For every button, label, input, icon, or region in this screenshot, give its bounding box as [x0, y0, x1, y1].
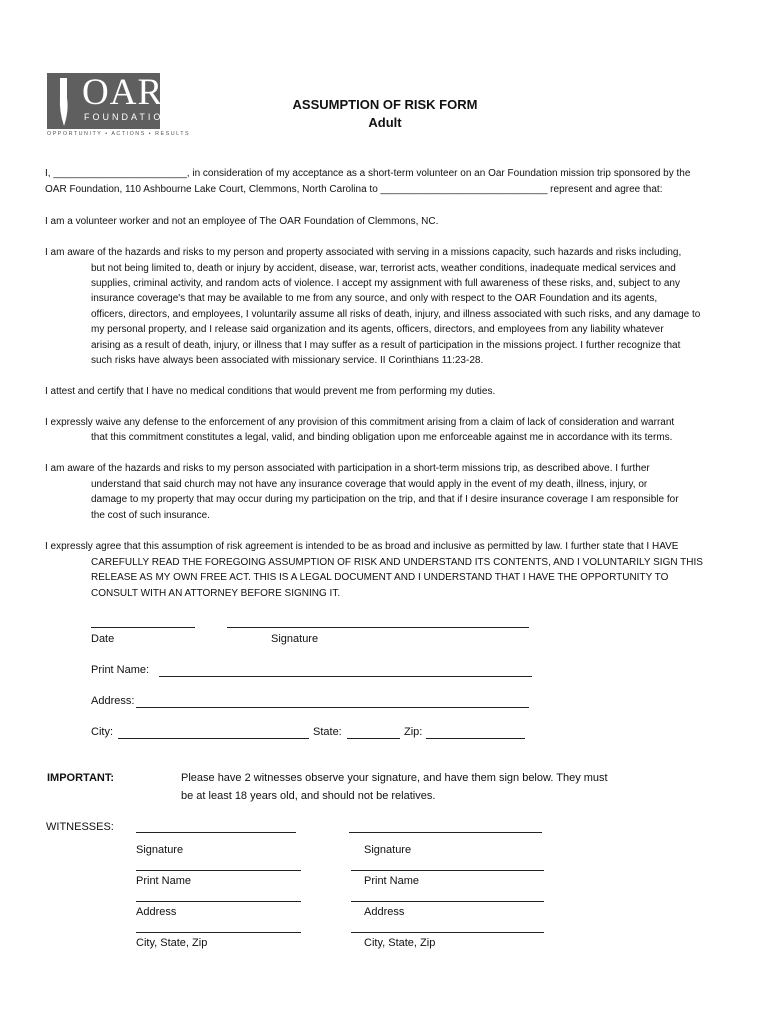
intro-line-1: I, ________________________, in consideration of my acceptance as a short-term volunteer on an Oar Foundation mission trip sponsored by the: [45, 168, 691, 179]
signature-line[interactable]: [227, 627, 529, 628]
state-field[interactable]: [347, 738, 400, 739]
witness1-address-line[interactable]: [136, 901, 301, 902]
print-name-field[interactable]: [159, 676, 532, 677]
print-name-label: Print Name:: [91, 664, 150, 676]
hazards-line: I am aware of the hazards and risks to my person and property associated with serving in a missions capacity, such hazards and risks including,: [45, 247, 682, 258]
church-line: the cost of such insurance.: [91, 510, 210, 521]
logo-subtitle: FOUNDATION: [84, 112, 173, 122]
zip-label: Zip:: [404, 726, 423, 738]
church-line: damage to my property that may occur during my participation on the trip, and that if I desire insurance coverage I am responsible for: [91, 494, 679, 505]
form-subtitle: Adult: [368, 115, 402, 130]
agree-line: CONSULT WITH AN ATTORNEY BEFORE SIGNING IT.: [91, 588, 341, 599]
medical-statement: I attest and certify that I have no medical conditions that would prevent me from performing my duties.: [45, 386, 496, 397]
witness1-city-label: City, State, Zip: [136, 937, 208, 949]
church-line: I am aware of the hazards and risks to my person associated with participation in a short-term missions trip, as described above. I further: [45, 463, 650, 474]
witness1-city-line[interactable]: [136, 932, 301, 933]
witness2-signature-line[interactable]: [349, 832, 542, 833]
witness2-print-name-line[interactable]: [351, 870, 544, 871]
hazards-line: my personal property, and I release said organization and its agents, officers, directors, and employees from any liability whatever: [91, 324, 664, 335]
witness2-city-label: City, State, Zip: [364, 937, 436, 949]
hazards-line: arising as a result of death, injury, or illness that I may suffer as a result of participation in the missions project. I further recognize that: [91, 340, 681, 351]
church-line: understand that said church may not have any insurance coverage that would apply in the event of my death, illness, injury, or: [91, 479, 648, 490]
hazards-line: supplies, criminal activity, and random acts of violence. I accept my assignment with full awareness of these risks, and, subject to any: [91, 278, 680, 289]
waive-line: I expressly waive any defense to the enforcement of any provision of this commitment arising from a claim of lack of consideration and warrant: [45, 417, 675, 428]
important-text-1: Please have 2 witnesses observe your signature, and have them sign below. They must: [181, 772, 608, 784]
volunteer-statement: I am a volunteer worker and not an employee of The OAR Foundation of Clemmons, NC.: [45, 216, 439, 227]
zip-field[interactable]: [426, 738, 525, 739]
hazards-line: but not being limited to, death or injury by accident, disease, war, terrorist acts, weather conditions, inadequate medical services and: [91, 263, 676, 274]
witness2-print-name-label: Print Name: [364, 875, 420, 887]
witness2-address-label: Address: [364, 906, 405, 918]
witnesses-label: WITNESSES:: [46, 821, 114, 833]
city-label: City:: [91, 726, 113, 738]
waive-line: that this commitment constitutes a legal, valid, and binding obligation upon me enforceable against me in accordance with its terms.: [91, 432, 673, 443]
witness2-city-line[interactable]: [351, 932, 544, 933]
intro-line-2: OAR Foundation, 110 Ashbourne Lake Court, Clemmons, North Carolina to ______________________________ represent and agree that:: [45, 184, 663, 195]
logo-name: OAR: [82, 72, 164, 113]
hazards-line: officers, directors, and employees, I voluntarily assume all risks of death, injury, and illness associated with such risks, and any damage to: [91, 309, 701, 320]
witness1-signature-line[interactable]: [136, 832, 296, 833]
address-field[interactable]: [136, 707, 529, 708]
hazards-line: insurance coverage's that may be available to me from any source, and only with respect to the OAR Foundation and its agents,: [91, 293, 658, 304]
important-text-2: be at least 18 years old, and should not be relatives.: [181, 790, 436, 802]
witness1-signature-label: Signature: [136, 844, 184, 856]
date-label: Date: [91, 633, 115, 645]
witness1-address-label: Address: [136, 906, 177, 918]
agree-line: RELEASE AS MY OWN FREE ACT. THIS IS A LEGAL DOCUMENT AND I UNDERSTAND THAT I HAVE THE OPPORTUNITY TO: [91, 572, 669, 583]
address-label: Address:: [91, 695, 135, 707]
witness1-print-name-line[interactable]: [136, 870, 301, 871]
state-label: State:: [313, 726, 342, 738]
witness2-address-line[interactable]: [351, 901, 544, 902]
city-field[interactable]: [118, 738, 309, 739]
witness1-print-name-label: Print Name: [136, 875, 192, 887]
agree-line: I expressly agree that this assumption of risk agreement is intended to be as broad and inclusive as permitted by law. I further state that I HAVE: [45, 541, 679, 552]
agree-line: CAREFULLY READ THE FOREGOING ASSUMPTION OF RISK AND UNDERSTAND ITS CONTENTS, AND I VOLUNTARILY SIGN THIS: [91, 557, 703, 568]
witness2-signature-label: Signature: [364, 844, 412, 856]
important-label: IMPORTANT:: [47, 772, 115, 784]
hazards-line: such risks have always been associated with missionary service. II Corinthians 11:23-28.: [91, 355, 484, 366]
form-title: ASSUMPTION OF RISK FORM: [292, 97, 478, 112]
signature-label: Signature: [271, 633, 319, 645]
logo-tagline: OPPORTUNITY • ACTIONS • RESULTS: [47, 131, 191, 137]
date-line[interactable]: [91, 627, 195, 628]
